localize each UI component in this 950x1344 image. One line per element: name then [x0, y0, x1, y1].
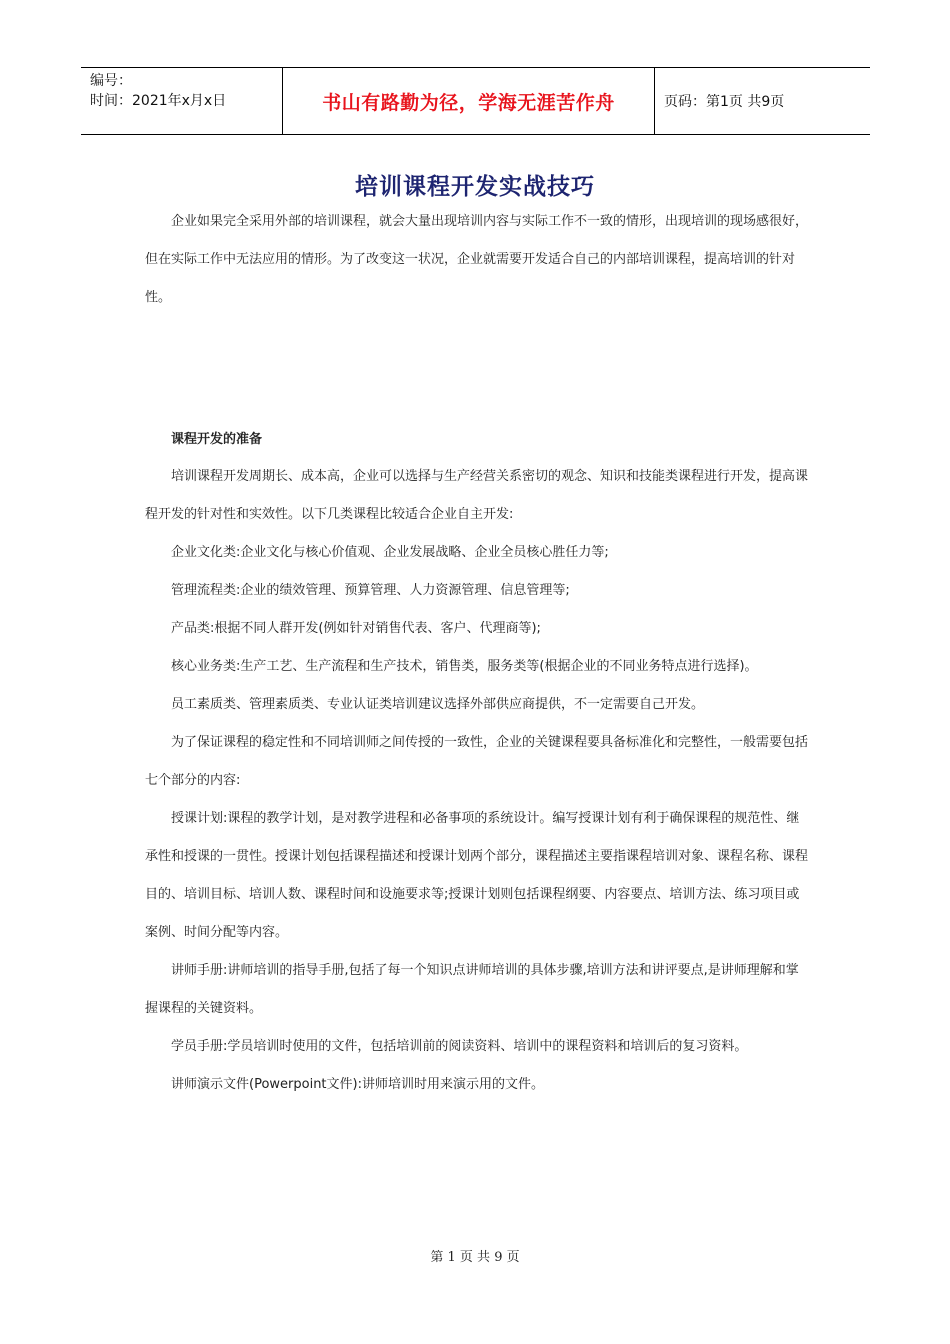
paragraph: 为了保证课程的稳定性和不同培训师之间传授的一致性，企业的关键课程要具备标准化和完整性，一般需要包括七个部分的内容: [145, 735, 809, 788]
section-heading: 课程开发的准备 [171, 432, 263, 447]
header-page-number: 页码：第1页 共9页 [664, 94, 785, 110]
course-prep-section [145, 430, 811, 1104]
document-time-label: 时间：2021年x月x日 [90, 93, 227, 109]
section-body [145, 458, 811, 1104]
paragraph: 讲师手册:讲师培训的指导手册,包括了每一个知识点讲师培训的具体步骤,培训方法和讲评要点,是讲师理解和掌握课程的关键资料。 [145, 963, 799, 1016]
paragraph: 授课计划:课程的教学计划，是对教学进程和必备事项的系统设计。编写授课计划有利于确保课程的规范性、继承性和授课的一贯性。授课计划包括课程描述和授课计划两个部分，课程描述主要指课程培训对象、课程名称、课程目的、培训目标、培训人数、课程时间和设施要求等;授课计划则包括课程纲要、内容要点、培训方法、练习项目或案例、时间分配等内容。 [145, 811, 809, 940]
paragraph: 员工素质类、管理素质类、专业认证类培训建议选择外部供应商提供，不一定需要自己开发。 [171, 697, 705, 712]
page-footer: 第 1 页 共 9 页 [430, 1250, 520, 1265]
intro-section [145, 203, 811, 317]
paragraph: 产品类:根据不同人群开发(例如针对销售代表、客户、代理商等); [171, 621, 541, 636]
document-number-label: 编号： [90, 73, 132, 89]
intro-paragraph: 企业如果完全采用外部的培训课程，就会大量出现培训内容与实际工作不一致的情形，出现培训的现场感很好，但在实际工作中无法应用的情形。为了改变这一状况，企业就需要开发适合自己的内部培训课程，提高培训的针对性。 [145, 214, 809, 305]
paragraph: 管理流程类:企业的绩效管理、预算管理、人力资源管理、信息管理等; [171, 583, 570, 598]
header-motto: 书山有路勤为径，学海无涯苦作舟 [282, 68, 655, 134]
paragraph: 讲师演示文件(Powerpoint文件):讲师培训时用来演示用的文件。 [171, 1077, 544, 1092]
paragraph: 企业文化类:企业文化与核心价值观、企业发展战略、企业全员核心胜任力等; [171, 545, 609, 560]
header-meta [81, 68, 282, 134]
paragraph: 核心业务类:生产工艺、生产流程和生产技术，销售类，服务类等(根据企业的不同业务特点进行选择)。 [171, 659, 758, 674]
paragraph: 培训课程开发周期长、成本高，企业可以选择与生产经营关系密切的观念、知识和技能类课程进行开发，提高课程开发的针对性和实效性。以下几类课程比较适合企业自主开发: [145, 469, 809, 522]
paragraph: 学员手册:学员培训时使用的文件，包括培训前的阅读资料、培训中的课程资料和培训后的复习资料。 [171, 1039, 748, 1054]
document-title: 培训课程开发实战技巧 [355, 173, 595, 200]
header-table [81, 67, 870, 135]
